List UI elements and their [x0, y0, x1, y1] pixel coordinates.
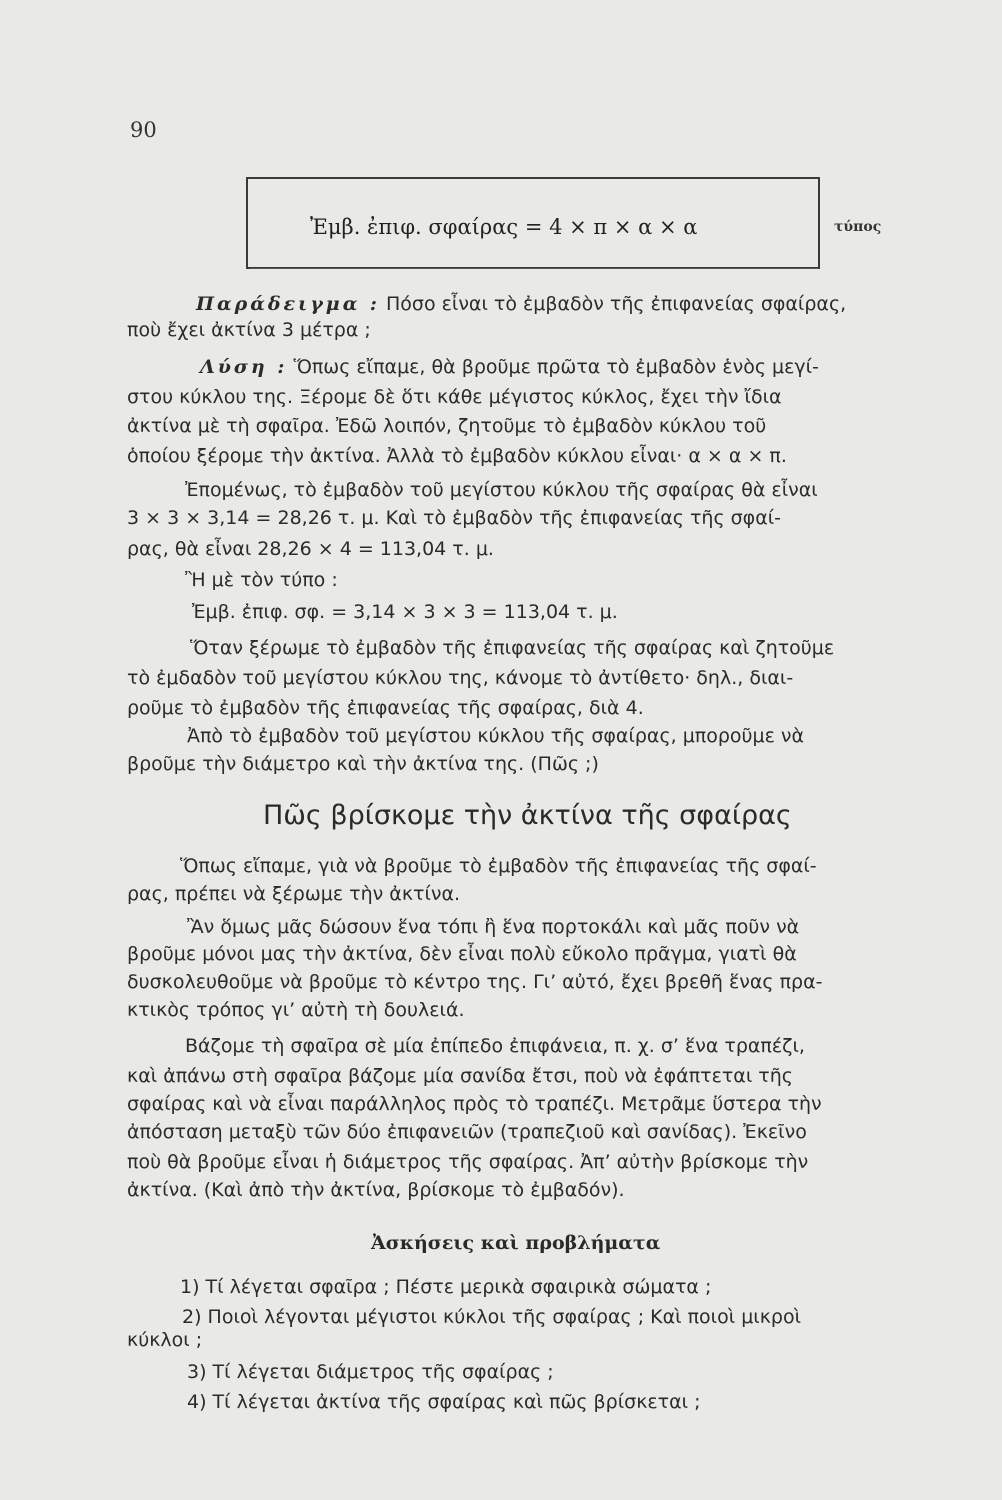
solution-label: Λύση : — [200, 356, 288, 378]
text-line: Ἐμβ. ἐπιφ. σφ. = 3,14 × 3 × 3 = 113,04 τ. μ. — [192, 601, 618, 623]
solution-text: Ὅπως εἴπαμε, θὰ βροῦμε πρῶτα τὸ ἐμβαδὸν ἑνὸς μεγί- — [293, 356, 819, 378]
text-line: τὸ ἐμδαδὸν τοῦ μεγίστου κύκλου της, κάνομε τὸ ἀντίθετο· δηλ., διαι- — [127, 667, 794, 689]
exercises-heading: Ἀσκήσεις καὶ προβλήματα — [371, 1232, 661, 1254]
exercise-item: 2) Ποιοὶ λέγονται μέγιστοι κύκλοι τῆς σφαίρας ; Καὶ ποιοὶ μικροὶ — [182, 1306, 802, 1328]
text-line: ἀπόσταση μεταξὺ τῶν δύο ἐπιφανειῶν (τραπεζιοῦ καὶ σανίδας). Ἐκεῖνο — [127, 1121, 807, 1143]
text-line: σφαίρας καὶ νὰ εἶναι παράλληλος πρὸς τὸ τραπέζι. Μετρᾶμε ὕστερα τὴν — [127, 1093, 822, 1115]
text-line: Ἀπὸ τὸ ἐμβαδὸν τοῦ μεγίστου κύκλου τῆς σφαίρας, μποροῦμε νὰ — [187, 725, 805, 747]
example-label: Παράδειγμα : — [196, 293, 380, 315]
text-line: Ἂν ὅμως μᾶς δώσουν ἕνα τόπι ἢ ἕνα πορτοκάλι καὶ μᾶς ποῦν νὰ — [187, 916, 800, 938]
text-line: ποὺ θὰ βροῦμε εἶναι ἡ διάμετρος τῆς σφαίρας. Ἀπ’ αὐτὴν βρίσκομε τὴν — [127, 1151, 809, 1173]
text-line: ποὺ ἔχει ἀκτίνα 3 μέτρα ; — [127, 319, 371, 341]
text-line: Ἢ μὲ τὸν τύπο : — [185, 569, 338, 591]
exercise-item: 4) Τί λέγεται ἀκτίνα τῆς σφαίρας καὶ πῶς βρίσκεται ; — [187, 1391, 701, 1413]
page-number: 90 — [130, 118, 157, 142]
text-line: 3 × 3 × 3,14 = 28,26 τ. μ. Καὶ τὸ ἐμβαδὸν τῆς ἐπιφανείας τῆς σφαί- — [127, 507, 782, 529]
text-line: Ἐπομένως, τὸ ἐμβαδὸν τοῦ μεγίστου κύκλου τῆς σφαίρας θὰ εἶναι — [185, 479, 818, 501]
text-line: στου κύκλου της. Ξέρομε δὲ ὅτι κάθε μέγιστος κύκλος, ἔχει τὴν ἴδια — [127, 386, 782, 408]
sphere-surface-formula: Ἐμβ. ἐπιφ. σφαίρας = 4 × π × α × α — [310, 215, 698, 239]
section-heading: Πῶς βρίσκομε τὴν ἀκτίνα τῆς σφαίρας — [263, 800, 792, 831]
text-line: κτικὸς τρόπος γι’ αὐτὴ τὴ δουλειά. — [127, 999, 465, 1021]
text-line: Ὅταν ξέρωμε τὸ ἐμβαδὸν τῆς ἐπιφανείας τῆς σφαίρας καὶ ζητοῦμε — [190, 637, 835, 659]
formula-box — [246, 177, 820, 269]
text-line: ρας, θὰ εἶναι 28,26 × 4 = 113,04 τ. μ. — [127, 538, 494, 560]
exercise-item: κύκλοι ; — [127, 1329, 203, 1351]
text-line: ρας, πρέπει νὰ ξέρωμε τὴν ἀκτίνα. — [127, 883, 461, 905]
exercise-item: 3) Τί λέγεται διάμετρος τῆς σφαίρας ; — [187, 1361, 554, 1383]
text-line: βροῦμε τὴν διάμετρο καὶ τὴν ἀκτίνα της. (Πῶς ;) — [127, 753, 599, 775]
solution-line — [200, 355, 819, 379]
exercise-item: 1) Τί λέγεται σφαῖρα ; Πέστε μερικὰ σφαιρικὰ σώματα ; — [180, 1276, 712, 1298]
formula-tag: τύπος — [834, 219, 882, 235]
example-line — [196, 292, 846, 316]
text-line: βροῦμε μόνοι μας τὴν ἀκτίνα, δὲν εἶναι πολὺ εὔκολο πρᾶγμα, γιατὶ θὰ — [127, 943, 797, 965]
text-line: ἀκτίνα μὲ τὴ σφαῖρα. Ἐδῶ λοιπόν, ζητοῦμε τὸ ἐμβαδὸν κύκλου τοῦ — [127, 415, 767, 437]
text-line: δυσκολευθοῦμε νὰ βροῦμε τὸ κέντρο της. Γι’ αὐτό, ἔχει βρεθῆ ἕνας πρα- — [127, 971, 823, 993]
text-line: ροῦμε τὸ ἐμβαδὸν τῆς ἐπιφανείας τῆς σφαίρας, διὰ 4. — [127, 697, 644, 719]
text-line: Ὅπως εἴπαμε, γιὰ νὰ βροῦμε τὸ ἐμβαδὸν τῆς ἐπιφανείας τῆς σφαί- — [180, 855, 817, 877]
text-line: ἀκτίνα. (Καὶ ἀπὸ τὴν ἀκτίνα, βρίσκομε τὸ ἐμβαδόν). — [127, 1179, 625, 1201]
text-line: καὶ ἀπάνω στὴ σφαῖρα βάζομε μία σανίδα ἔτσι, ποὺ νὰ ἐφάπτεται τῆς — [127, 1065, 793, 1087]
example-question: Πόσο εἶναι τὸ ἐμβαδὸν τῆς ἐπιφανείας σφαίρας, — [386, 293, 847, 315]
text-line: Βάζομε τὴ σφαῖρα σὲ μία ἐπίπεδο ἐπιφάνεια, π. χ. σ’ ἕνα τραπέζι, — [185, 1035, 805, 1057]
text-line: ὁποίου ξέρομε τὴν ἀκτίνα. Ἀλλὰ τὸ ἐμβαδὸν κύκλου εἶναι· α × α × π. — [127, 445, 787, 467]
